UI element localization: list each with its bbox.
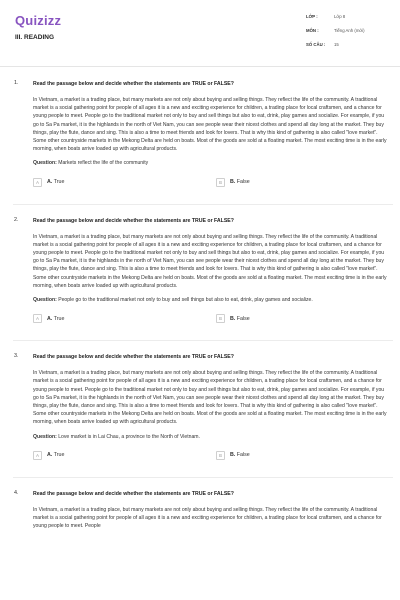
statement-text: Love market is in Lai Chau, a province to the North of Vietnam. xyxy=(58,433,200,440)
worksheet-header xyxy=(0,0,400,62)
option-text xyxy=(230,179,250,185)
option-label: True xyxy=(53,179,65,186)
option-b[interactable] xyxy=(216,314,250,323)
option-prefix: B. xyxy=(230,452,236,459)
option-letter-box: A xyxy=(33,178,42,187)
statement-label: Question: xyxy=(33,433,57,440)
question-statement xyxy=(33,159,388,167)
option-text xyxy=(230,316,250,322)
option-prefix: B. xyxy=(230,179,236,186)
option-letter-box: A xyxy=(33,314,42,323)
question-prompt: Read the passage below and decide whether the statements are TRUE or FALSE? xyxy=(33,81,234,87)
option-label: True xyxy=(53,315,65,322)
option-prefix: A. xyxy=(47,179,53,186)
question-body xyxy=(33,490,388,531)
question-body xyxy=(33,353,388,478)
option-a[interactable] xyxy=(33,314,64,323)
option-label: False xyxy=(236,179,250,186)
reading-passage: In Vietnam, a market is a trading place, but many markets are not only about buying and selling things. They reflect the life of the community. A traditional market is a social gathering point for people of all ages it is a new and exciting experience for children, a trading place for local craftsmen, and a chance for young people to meet. People go to the traditional market not only to buy and sell things but also to eat, drink, play games and socialize. For example, if you go to Sa Pa market, it is the highlands in the north of Viet Nam, you can see people wear their nicest clothes and spend all day long at the market. They buy things, play the flute, dance and sing. This is also a time to meet friends and look for lovers. That is why this kind of gathering is also called "love market". Some other countryside markets in the Mekong Delta are held on boats. Most of the goods are sold at a floating market. The most exciting time is in the early morning, when boats arrive loaded up with agricultural products. xyxy=(33,97,387,153)
question-list xyxy=(0,80,400,530)
meta-label: SỐ CÂU : xyxy=(306,42,326,47)
answer-options xyxy=(33,451,388,473)
answer-options xyxy=(33,314,388,336)
worksheet-meta xyxy=(306,14,390,56)
option-label: True xyxy=(53,452,65,459)
option-label: False xyxy=(236,315,250,322)
option-label: False xyxy=(236,452,250,459)
meta-value: 15 xyxy=(334,42,339,47)
statement-label: Question: xyxy=(33,160,57,167)
reading-passage: In Vietnam, a market is a trading place, but many markets are not only about buying and selling things. They reflect the life of the community. A traditional market is a social gathering point for people of all ages it is a new and exciting experience for children, a trading place for local craftsmen, and a chance for young people to meet. People go to the traditional market not only to buy and sell things but also to eat, drink, play games and socialize. For example, if you go to Sa Pa market, it is the highlands in the north of Viet Nam, you can see people wear their nicest clothes and spend all day long at the market. They buy things, play the flute, dance and sing. This is also a time to meet friends and look for lovers. That is why this kind of gathering is also called "love market". Some other countryside markets in the Mekong Delta are held on boats. Most of the goods are sold at a floating market. The most exciting time is in the early morning, when boats arrive loaded up with agricultural products. xyxy=(33,370,387,426)
option-text xyxy=(47,316,64,322)
question-number: 3. xyxy=(14,353,19,360)
option-prefix: A. xyxy=(47,452,53,459)
reading-passage: In Vietnam, a market is a trading place, but many markets are not only about buying and selling things. They reflect the life of the community. A traditional market is a social gathering point for people of all ages it is a new and exciting experience for children, a trading place for local craftsmen, and a chance for young people to meet. People xyxy=(33,506,382,530)
option-letter-box: A xyxy=(33,451,42,460)
question-item xyxy=(0,217,400,354)
question-body xyxy=(33,217,388,342)
statement-text: People go to the traditional market not only to buy and sell things but also to eat, drink, play games and socialize. xyxy=(58,297,313,304)
reading-passage: In Vietnam, a market is a trading place, but many markets are not only about buying and selling things. They reflect the life of the community. A traditional market is a social gathering point for people of all ages it is a new and exciting experience for children, a trading place for local craftsmen, and a chance for young people to meet. People go to the traditional market not only to buy and sell things but also to eat, drink, play games and socialize. For example, if you go to Sa Pa market, it is the highlands in the north of Viet Nam, you can see people wear their nicest clothes and spend all day long at the market. They buy things, play the flute, dance and sing. This is also a time to meet friends and look for lovers. That is why this kind of gathering is also called "love market". Some other countryside markets in the Mekong Delta are held on boats. Most of the goods are sold at a floating market. The most exciting time is in the early morning, when boats arrive loaded up with agricultural products. xyxy=(33,233,387,289)
section-title: III. READING xyxy=(15,34,55,41)
option-b[interactable] xyxy=(216,451,250,460)
option-prefix: B. xyxy=(230,315,236,322)
question-prompt: Read the passage below and decide whether the statements are TRUE or FALSE? xyxy=(33,490,234,497)
question-number: 2. xyxy=(14,216,19,223)
question-prompt: Read the passage below and decide whether the statements are TRUE or FALSE? xyxy=(33,217,234,224)
quizizz-logo: Quizizz xyxy=(15,13,62,28)
option-a[interactable] xyxy=(33,451,64,460)
question-item xyxy=(0,80,400,217)
question-prompt: Read the passage below and decide whether the statements are TRUE or FALSE? xyxy=(33,354,234,361)
option-prefix: A. xyxy=(47,315,53,322)
meta-value: Lớp 8 xyxy=(334,14,346,19)
option-letter-box: B xyxy=(216,451,225,460)
question-item xyxy=(0,490,400,531)
meta-label: LỚP : xyxy=(306,14,318,19)
meta-value: Tiếng Anh (mới) xyxy=(334,28,365,33)
question-body xyxy=(33,80,388,205)
statement-text: Markets reflect the life of the community xyxy=(58,160,149,167)
option-b[interactable] xyxy=(216,178,250,187)
option-a[interactable] xyxy=(33,178,64,187)
question-statement xyxy=(33,296,388,304)
option-text xyxy=(230,452,250,458)
meta-row-question-count xyxy=(306,42,390,56)
statement-label: Question: xyxy=(33,297,57,304)
option-text xyxy=(47,179,64,185)
question-number: 1. xyxy=(14,80,19,86)
question-number: 4. xyxy=(14,489,19,496)
answer-options xyxy=(33,178,388,200)
option-letter-box: B xyxy=(216,178,225,187)
option-text xyxy=(47,452,64,458)
question-statement xyxy=(33,433,388,441)
header-divider xyxy=(0,66,400,67)
option-letter-box: B xyxy=(216,314,225,323)
meta-row-class xyxy=(306,14,390,28)
meta-label: MÔN : xyxy=(306,28,319,33)
meta-row-subject xyxy=(306,28,390,42)
question-item xyxy=(0,353,400,490)
